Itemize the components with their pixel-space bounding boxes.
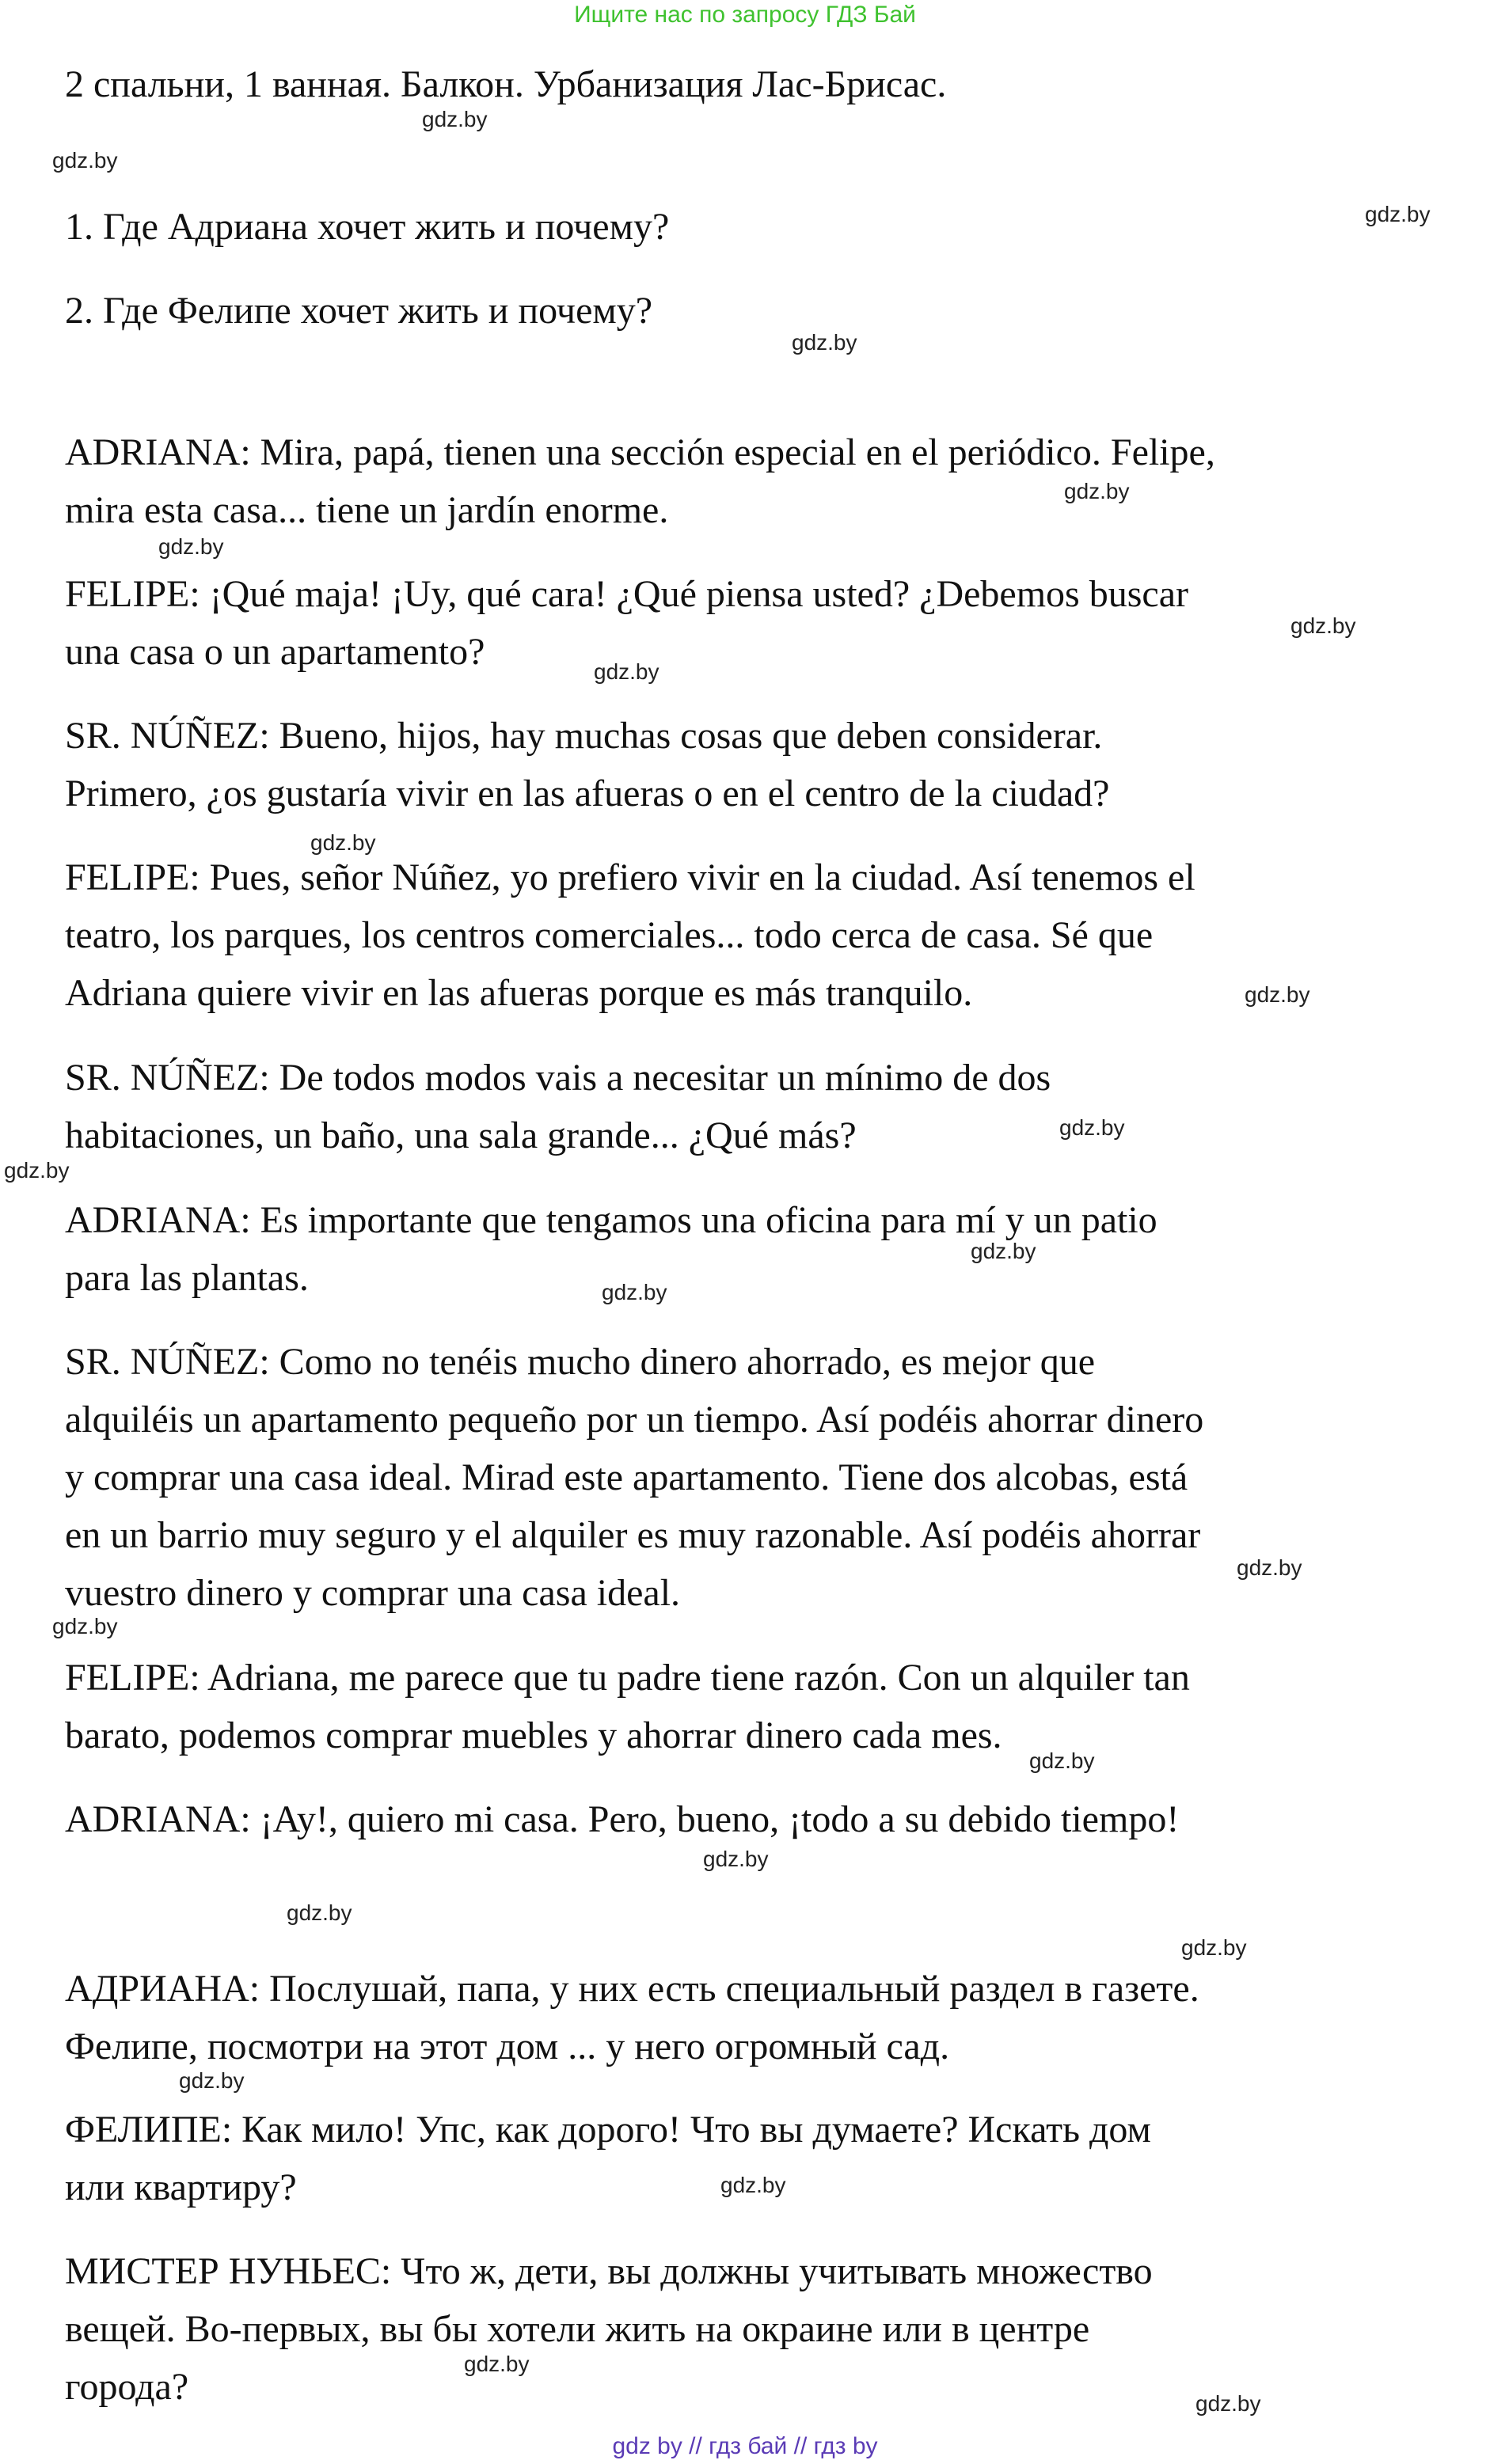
watermark-text: gdz.by bbox=[52, 1614, 118, 1638]
dialogue-ru-2: ФЕЛИПЕ: Как мило! Упс, как дорого! Что вы думаете? Искать дом или квартиру? bbox=[65, 2109, 1151, 2208]
watermark-text: gdz.by bbox=[594, 659, 659, 684]
watermark-text: gdz.by bbox=[1195, 2391, 1261, 2416]
watermark-text: gdz.by bbox=[422, 107, 488, 131]
bottom-banner: gdz by // гдз бай // гдз by bbox=[612, 2433, 878, 2459]
watermark-text: gdz.by bbox=[971, 1239, 1036, 1263]
watermark-text: gdz.by bbox=[287, 1900, 352, 1925]
dialogue-ru-1: АДРИАНА: Послушай, папа, у них есть специальный раздел в газете. Фелипе, посмотри на этот дом ... у него огромный сад. bbox=[65, 1968, 1199, 2067]
dialogue-es-6: ADRIANA: Es importante que tengamos una oficina para mí y un patio para las plantas. bbox=[65, 1199, 1157, 1299]
watermark-text: gdz.by bbox=[792, 330, 857, 355]
watermark-text: gdz.by bbox=[179, 2068, 245, 2093]
watermark-text: gdz.by bbox=[310, 830, 376, 855]
watermark-text: gdz.by bbox=[4, 1158, 70, 1183]
watermark-text: gdz.by bbox=[1245, 982, 1310, 1007]
watermark-text: gdz.by bbox=[720, 2173, 786, 2197]
watermark-text: gdz.by bbox=[1064, 479, 1130, 503]
top-banner: Ищите нас по запросу ГДЗ Бай bbox=[574, 2, 916, 28]
dialogue-es-8: FELIPE: Adriana, me parece que tu padre tiene razón. Con un alquiler tan barato, podemos comprar muebles y ahorrar dinero cada mes. bbox=[65, 1657, 1190, 1756]
watermark-text: gdz.by bbox=[464, 2352, 530, 2376]
watermark-text: gdz.by bbox=[1237, 1555, 1302, 1580]
watermark-text: gdz.by bbox=[52, 148, 118, 173]
intro-line: 2 спальни, 1 ванная. Балкон. Урбанизация Лас-Брисас. bbox=[65, 63, 947, 105]
question-2: 2. Где Фелипе хочет жить и почему? bbox=[65, 290, 653, 332]
dialogue-es-1: ADRIANA: Mira, papá, tienen una sección especial en el periódico. Felipe, mira esta casa... tiene un jardín enorme. bbox=[65, 431, 1215, 531]
dialogue-es-7: SR. NÚÑEZ: Como no tenéis mucho dinero ahorrado, es mejor que alquiléis un apartamento pequeño por un tiempo. Así podéis ahorrar dinero y comprar una casa ideal. Mirad este apartamento. Tiene dos alcobas, está en un barrio muy seguro y el alquiler es muy razonable. Así podéis ahorrar vuestro dinero y comprar una casa ideal. bbox=[65, 1341, 1204, 1614]
dialogue-es-3: SR. NÚÑEZ: Bueno, hijos, hay muchas cosas que deben considerar. Primero, ¿os gustaría vivir en las afueras o en el centro de la ciudad? bbox=[65, 715, 1110, 814]
watermark-text: gdz.by bbox=[1059, 1115, 1125, 1140]
dialogue-es-4: FELIPE: Pues, señor Núñez, yo prefiero vivir en la ciudad. Así tenemos el teatro, los parques, los centros comerciales... todo cerca de casa. Sé que Adriana quiere vivir en las afueras porque es más tranquilo. bbox=[65, 856, 1195, 1014]
watermark-text: gdz.by bbox=[703, 1847, 769, 1871]
watermark-text: gdz.by bbox=[158, 534, 224, 559]
dialogue-es-5: SR. NÚÑEZ: De todos modos vais a necesitar un mínimo de dos habitaciones, un baño, una sala grande... ¿Qué más? bbox=[65, 1057, 1051, 1156]
watermark-text: gdz.by bbox=[1290, 613, 1356, 638]
watermark-text: gdz.by bbox=[1365, 202, 1431, 226]
dialogue-ru-3: МИСТЕР НУНЬЕС: Что ж, дети, вы должны учитывать множество вещей. Во-первых, вы бы хотели жить на окраине или в центре города? bbox=[65, 2250, 1153, 2408]
dialogue-es-9: ADRIANA: ¡Ay!, quiero mi casa. Pero, bueno, ¡todo a su debido tiempo! bbox=[65, 1798, 1180, 1840]
watermark-text: gdz.by bbox=[602, 1280, 667, 1304]
question-1: 1. Где Адриана хочет жить и почему? bbox=[65, 206, 670, 248]
watermark-text: gdz.by bbox=[1029, 1748, 1095, 1773]
watermark-text: gdz.by bbox=[1181, 1935, 1247, 1960]
dialogue-es-2: FELIPE: ¡Qué maja! ¡Uy, qué cara! ¿Qué piensa usted? ¿Debemos buscar una casa o un apartamento? bbox=[65, 573, 1188, 673]
